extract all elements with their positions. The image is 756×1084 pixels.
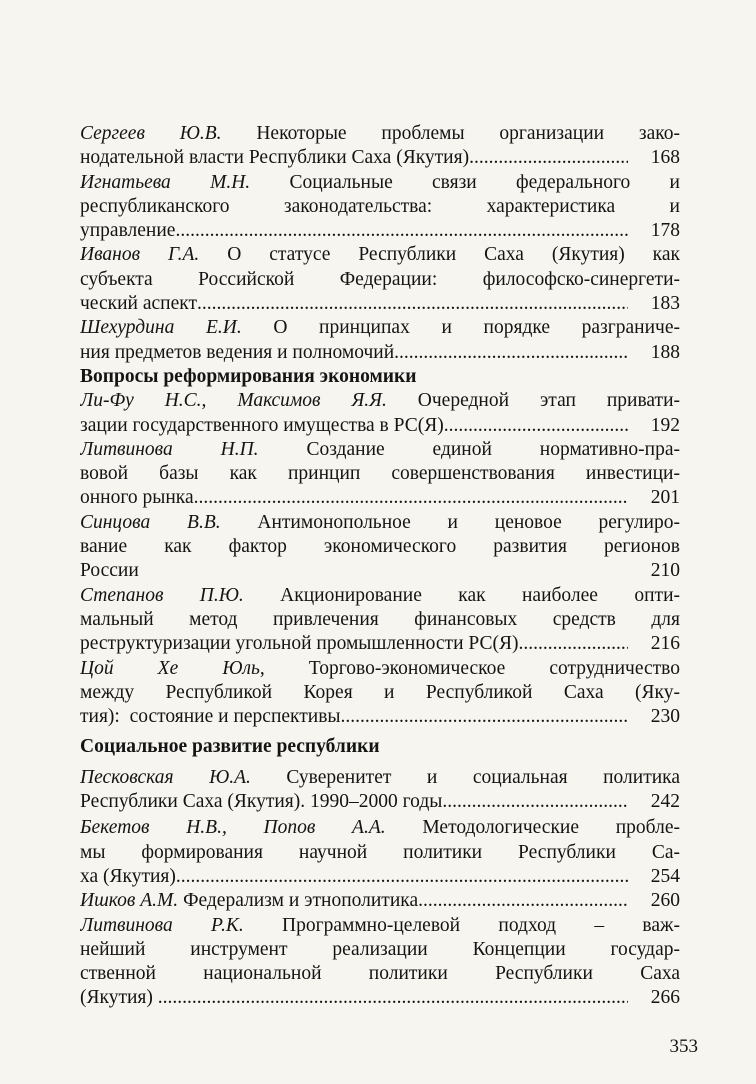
- entry-title: Очередной этап привати-: [386, 390, 680, 412]
- entry-title-line: вание как фактор экономического развития регионов: [80, 536, 680, 558]
- leader-dots: [394, 341, 628, 365]
- entry-author: Бекетов Н.В., Попов А.А.: [80, 817, 386, 839]
- toc-entry: [80, 816, 680, 889]
- page-number: 353: [669, 1036, 698, 1057]
- toc-entry: [80, 584, 680, 657]
- entry-author: Цой Хе Юль: [80, 657, 260, 679]
- toc-entry: [80, 389, 680, 438]
- section-heading: Социальное развитие республики: [80, 736, 380, 758]
- entry-title-end: тия): состояние и перспективы: [80, 706, 341, 728]
- entry-page-number: 192: [650, 414, 680, 436]
- toc-entry: [80, 171, 680, 244]
- entry-title-line: республиканского законодательства: характеристика и: [80, 195, 680, 217]
- entry-title: Федерализм и этнополитика: [178, 890, 419, 912]
- entry-author: Ишков А.М.: [80, 890, 179, 912]
- entry-title: О статусе Республики Саха (Якутия) как: [199, 244, 680, 266]
- entry-title-end: (Якутия): [80, 987, 158, 1009]
- entry-page-number: 266: [650, 987, 680, 1009]
- toc-entry: [80, 438, 680, 511]
- entry-author: Степанов П.Ю.: [80, 584, 244, 606]
- entry-author: Сергеев Ю.В.: [80, 123, 222, 144]
- entry-title-end: ния предметов ведения и полномочий: [80, 341, 395, 363]
- entry-author: Ли-Фу Н.С., Максимов Я.Я.: [80, 390, 387, 412]
- entry-page-number: 260: [650, 890, 680, 912]
- toc-entry: [80, 889, 680, 913]
- entry-title: Социальные связи федерального и: [250, 171, 680, 193]
- toc-entry: [80, 511, 680, 584]
- entry-author: Шехурдина Е.И.: [80, 317, 242, 339]
- entry-title-end: управление: [80, 220, 176, 242]
- entry-page-number: 183: [650, 293, 680, 315]
- leader-dots: [194, 486, 628, 510]
- entry-page-number: 242: [650, 791, 680, 813]
- entry-title: О принципах и порядке разграниче-: [241, 317, 680, 339]
- entry-author: Иванов Г.А.: [80, 244, 200, 266]
- entry-title-end: Республики Саха (Якутия). 1990–2000 годы: [80, 791, 443, 813]
- entry-title: Создание единой нормативно-пра-: [258, 438, 680, 460]
- entry-title: Антимонопольное и ценовое регулиро-: [220, 511, 680, 533]
- entry-title: Акционирование как наиболее опти-: [243, 584, 680, 606]
- entry-title-line: между Республикой Корея и Республикой Саха (Яку-: [80, 681, 680, 703]
- entry-title-end: онного рынка: [80, 487, 194, 509]
- entry-author: Игнатьева М.Н.: [80, 171, 251, 193]
- entry-page-number: 216: [650, 633, 680, 655]
- entry-title-line: нейший инструмент реализации Концепции государ-: [80, 938, 680, 960]
- entry-title: Методологические пробле-: [385, 817, 680, 839]
- leader-dots: [175, 219, 628, 243]
- leader-dots: [518, 632, 628, 656]
- leader-dots: [469, 146, 628, 170]
- entry-page-number: 188: [650, 341, 680, 363]
- entry-title-line: ственной национальной политики Республики Саха: [80, 963, 680, 985]
- entry-author: Литвинова Н.П.: [80, 438, 259, 460]
- entry-title-end: реструктуризации угольной промышленности РС(Я): [80, 633, 519, 655]
- entry-page-number: 230: [650, 706, 680, 728]
- entry-title-end: нодательной власти Республики Саха (Якутия): [80, 147, 470, 169]
- leader-dots: [418, 889, 628, 913]
- leader-dots: [176, 865, 628, 889]
- entry-title-line: субъекта Российской Федерации: философско-синергети-: [80, 268, 680, 290]
- toc-entry: [80, 657, 680, 730]
- entry-title-end: зации государственного имущества в РС(Я): [80, 414, 444, 436]
- toc-entry: [80, 766, 680, 815]
- toc-entry: [80, 914, 680, 1011]
- entry-author: Литвинова Р.К.: [80, 914, 244, 936]
- toc-entry: [80, 243, 680, 316]
- entry-page-number: 168: [650, 147, 680, 169]
- leader-dots: [442, 790, 628, 814]
- toc-entry: [80, 316, 680, 365]
- section-heading: Вопросы реформирования экономики: [80, 365, 417, 387]
- entry-title: Суверенитет и социальная политика: [250, 766, 680, 788]
- leader-dots: [341, 705, 628, 729]
- entry-author: Песковская Ю.А.: [80, 766, 251, 788]
- entry-page-number: 254: [650, 865, 680, 887]
- entry-page-number: 178: [650, 220, 680, 242]
- leader-dots: [197, 292, 628, 316]
- entry-title-end: России: [80, 560, 139, 582]
- leader-dots: [444, 414, 628, 438]
- toc-entry: [80, 122, 680, 171]
- entry-title-line: мы формирования научной политики Республики Са-: [80, 841, 680, 863]
- entry-page-number: 201: [650, 487, 680, 509]
- entry-page-number: 210: [650, 560, 680, 582]
- entry-title: Программно-целевой подход – важ-: [243, 914, 680, 936]
- entry-title-line: вовой базы как принцип совершенствования инвестици-: [80, 463, 680, 485]
- entry-title-line: мальный метод привлечения финансовых средств для: [80, 608, 680, 630]
- entry-title-end: ха (Якутия): [80, 865, 176, 887]
- entry-title: , Торгово-экономическое сотрудничество: [259, 657, 680, 679]
- entry-author: Синцова В.В.: [80, 511, 221, 533]
- table-of-contents: [80, 122, 680, 1011]
- entry-title: Некоторые проблемы организации зако-: [221, 123, 680, 144]
- entry-title-end: ческий аспект: [80, 293, 197, 315]
- leader-dots: [158, 986, 628, 1010]
